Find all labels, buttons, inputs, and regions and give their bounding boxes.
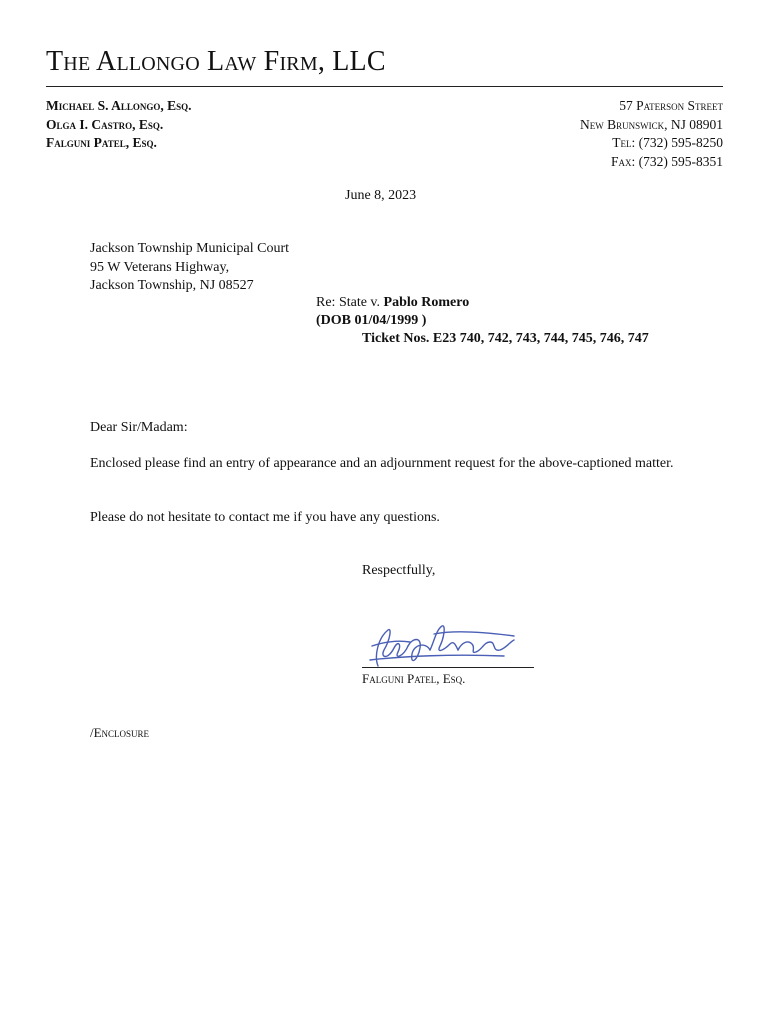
letter-date: June 8, 2023 (345, 188, 417, 203)
re-line (316, 294, 469, 312)
handwritten-signature (364, 620, 529, 672)
signature-line (362, 667, 534, 668)
attorney-name: Michael S. Allongo, Esq. (46, 98, 192, 113)
fax: Fax: (732) 595-8351 (611, 153, 723, 169)
enclosure-note: /Enclosure (90, 725, 150, 740)
letterhead-divider (46, 86, 723, 87)
recipient-line: Jackson Township Municipal Court (90, 241, 290, 256)
re-prefix: Re: State v. (316, 295, 384, 310)
attorney-name: Falguni Patel, Esq. (46, 135, 157, 150)
attorney-list (46, 97, 192, 153)
city-address: New Brunswick, NJ 08901 (579, 116, 723, 132)
body-paragraph: Enclosed please find an entry of appearance and an adjournment request for the above-captioned matter. (90, 456, 674, 471)
signer-name: Falguni Patel, Esq. (362, 671, 466, 686)
ticket-numbers: Ticket Nos. E23 740, 742, 743, 744, 745, 746, 747 (362, 331, 649, 346)
recipient-line: Jackson Township, NJ 08527 (90, 278, 254, 293)
firm-address (580, 97, 723, 171)
telephone: Tel: (732) 595-8250 (612, 135, 723, 150)
salutation: Dear Sir/Madam: (90, 420, 188, 435)
recipient-line: 95 W Veterans Highway, (90, 259, 230, 275)
street-address: 57 Paterson Street (619, 98, 723, 113)
firm-name: The Allongo Law Firm, LLC (46, 46, 386, 77)
body-paragraph: Please do not hesitate to contact me if you have any questions. (90, 510, 440, 525)
defendant-name: Pablo Romero (383, 295, 470, 310)
closing: Respectfully, (362, 563, 436, 578)
attorney-name: Olga I. Castro, Esq. (46, 116, 164, 132)
recipient-address (90, 240, 289, 296)
defendant-dob: (DOB 01/04/1999 ) (316, 313, 427, 328)
